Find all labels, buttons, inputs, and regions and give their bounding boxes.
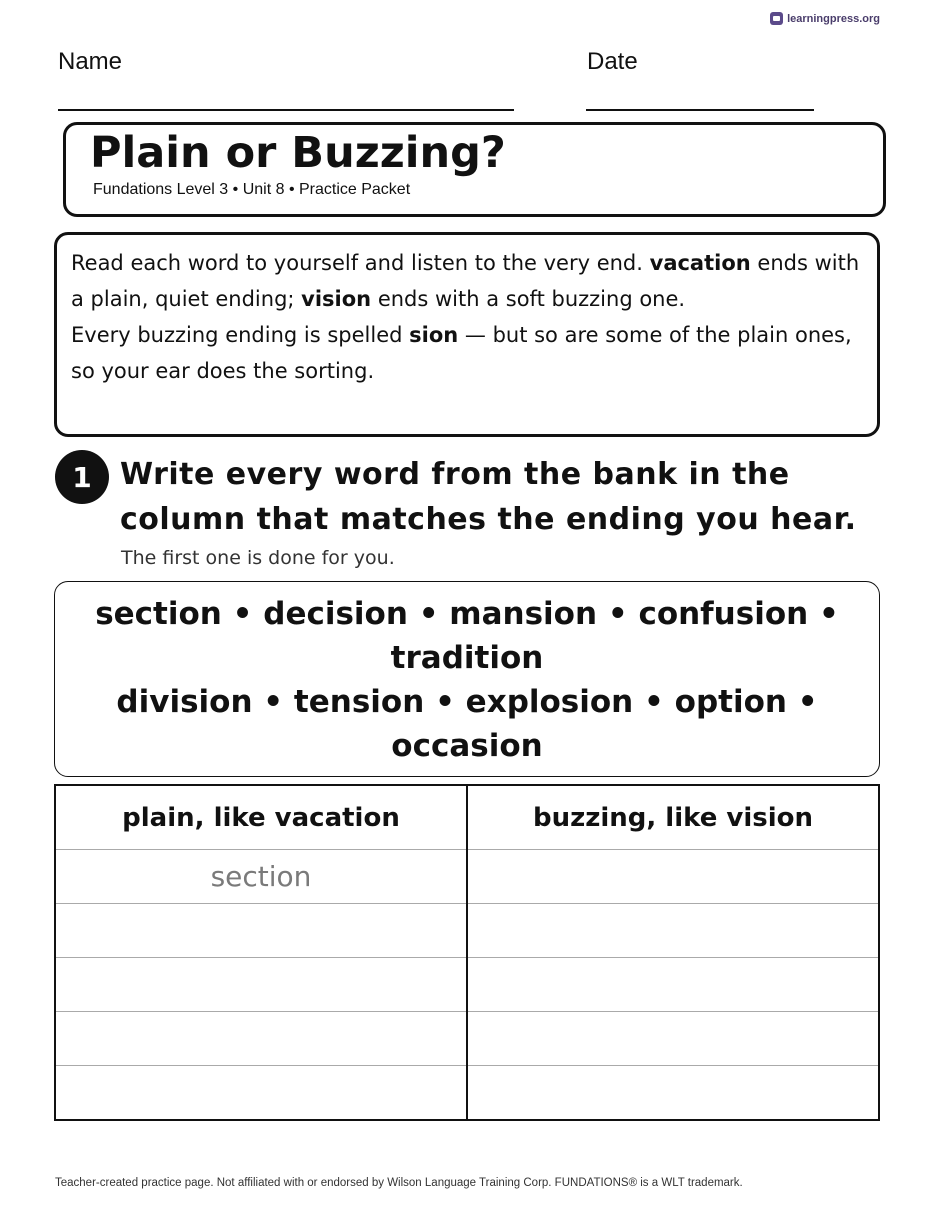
answer-cell-buzzing[interactable] [467, 958, 879, 1012]
example-word-buzzing: vision [301, 287, 372, 311]
page-title: Plain or Buzzing? [90, 128, 506, 178]
table-row [55, 904, 879, 958]
question-hint: The first one is done for you. [121, 547, 395, 569]
column-header-buzzing: buzzing, like vision [467, 785, 879, 850]
sorting-table [54, 784, 880, 1121]
name-label: Name [58, 48, 123, 75]
table-row [55, 1066, 879, 1121]
answer-cell-buzzing[interactable] [467, 850, 879, 904]
table-row [55, 1012, 879, 1066]
table-header-row [55, 785, 879, 850]
footer-disclaimer: Teacher-created practice page. Not affiliated with or endorsed by Wilson Language Training Corp. FUNDATIONS® is a WLT trademark. [55, 1177, 743, 1189]
intro-text: ends with a plain, quiet ending; [71, 251, 860, 311]
word-bank-line-2: division • tension • explosion • option • occasion [116, 684, 818, 764]
answer-cell-plain[interactable] [55, 958, 467, 1012]
intro-text: Every buzzing ending is spelled [71, 323, 410, 347]
name-line [58, 109, 514, 111]
word-bank [54, 581, 880, 777]
question-number-badge: 1 [55, 450, 109, 504]
question-prompt: Write every word from the bank in the column that matches the ending you hear. [120, 457, 857, 537]
instructions-box [54, 232, 880, 437]
brand-logo [770, 12, 880, 25]
intro-text: ends with a soft buzzing one. [371, 287, 686, 311]
answer-cell-buzzing[interactable] [467, 1012, 879, 1066]
answer-cell-buzzing[interactable] [467, 904, 879, 958]
answer-cell-plain[interactable] [55, 1066, 467, 1121]
example-word-plain: vacation [649, 251, 751, 275]
word-bank-line-1: section • decision • mansion • confusion • tradition [95, 596, 839, 676]
answer-cell-plain[interactable] [55, 1012, 467, 1066]
page-subtitle: Fundations Level 3 • Unit 8 • Practice Packet [93, 181, 411, 198]
intro-text: Read each word to yourself and listen to the very end. [71, 251, 650, 275]
answer-cell-plain[interactable] [55, 904, 467, 958]
column-header-plain: plain, like vacation [55, 785, 467, 850]
date-label: Date [587, 48, 638, 75]
spelling-pattern: sion [409, 323, 459, 347]
table-row [55, 850, 879, 904]
intro-text: — but so are some of the plain ones, so your ear does the sorting. [71, 323, 852, 383]
table-row [55, 958, 879, 1012]
date-line [586, 109, 814, 111]
answer-cell-buzzing[interactable] [467, 1066, 879, 1121]
book-icon [770, 12, 783, 25]
instructions-paragraph-2 [71, 317, 863, 389]
answer-cell-plain[interactable]: section [55, 850, 467, 904]
brand-text: learningpress.org [787, 12, 880, 25]
instructions-paragraph-1 [71, 245, 863, 317]
